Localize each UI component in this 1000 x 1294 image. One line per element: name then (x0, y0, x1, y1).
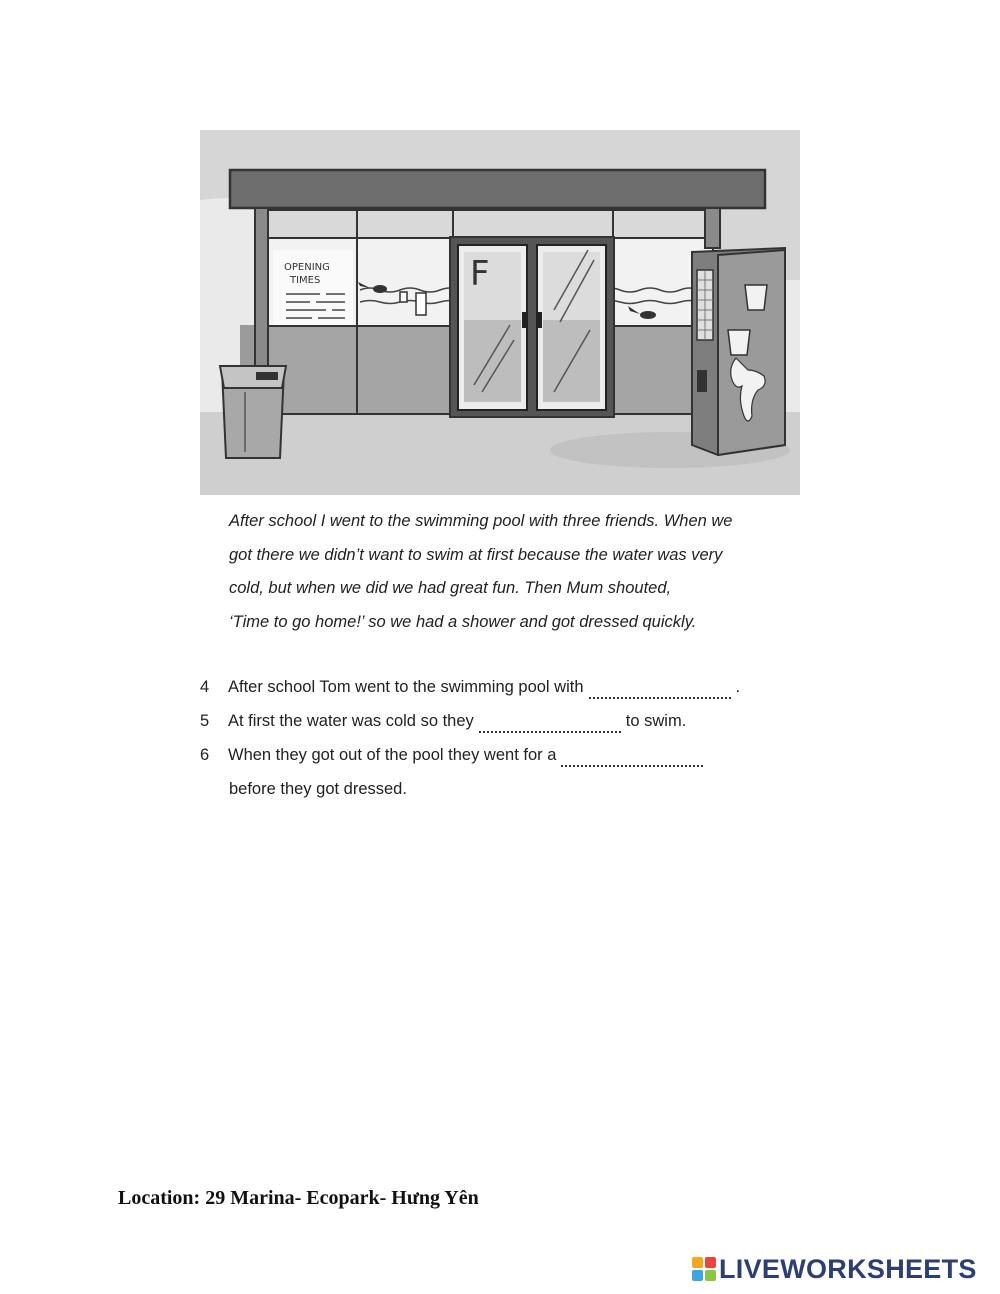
story-line: cold, but when we did we had great fun. Then Mum shouted, (229, 579, 672, 598)
question-text: At first the water was cold so they (228, 712, 474, 730)
brand-name: LIVEWORKSHEETS (719, 1253, 977, 1284)
sign-line-1: OPENING (284, 262, 330, 273)
question-text-after: . (735, 678, 741, 696)
question-5 (200, 712, 686, 733)
story-line: After school I went to the swimming pool with three friends. When we (229, 512, 733, 530)
door-sign-letter: F (470, 254, 490, 294)
question-text-after: to swim. (625, 712, 687, 730)
location-text: Location: 29 Marina- Ecopark- Hưng Yên (118, 1187, 479, 1209)
question-number: 5 (200, 712, 210, 730)
question-6 (200, 746, 708, 798)
story-passage (229, 505, 809, 640)
answer-input-4[interactable] (589, 681, 731, 699)
logo-icon (692, 1257, 716, 1281)
question-4 (200, 678, 740, 699)
question-text: After school Tom went to the swimming pool with (228, 678, 584, 696)
question-text: When they got out of the pool they went for a (228, 746, 557, 764)
story-line: got there we didn’t want to swim at first because the water was very (229, 545, 723, 564)
story-line: ‘Time to go home!’ so we had a shower and got dressed quickly. (229, 613, 697, 632)
answer-input-5[interactable] (479, 715, 621, 733)
sign-line-2: TIMES (290, 275, 321, 286)
liveworksheets-logo (692, 1254, 977, 1284)
swimming-pool-illustration (200, 130, 800, 495)
question-number: 4 (200, 678, 210, 696)
question-continuation: before they got dressed. (229, 780, 407, 798)
question-number: 6 (200, 746, 210, 764)
answer-input-6[interactable] (561, 749, 703, 767)
